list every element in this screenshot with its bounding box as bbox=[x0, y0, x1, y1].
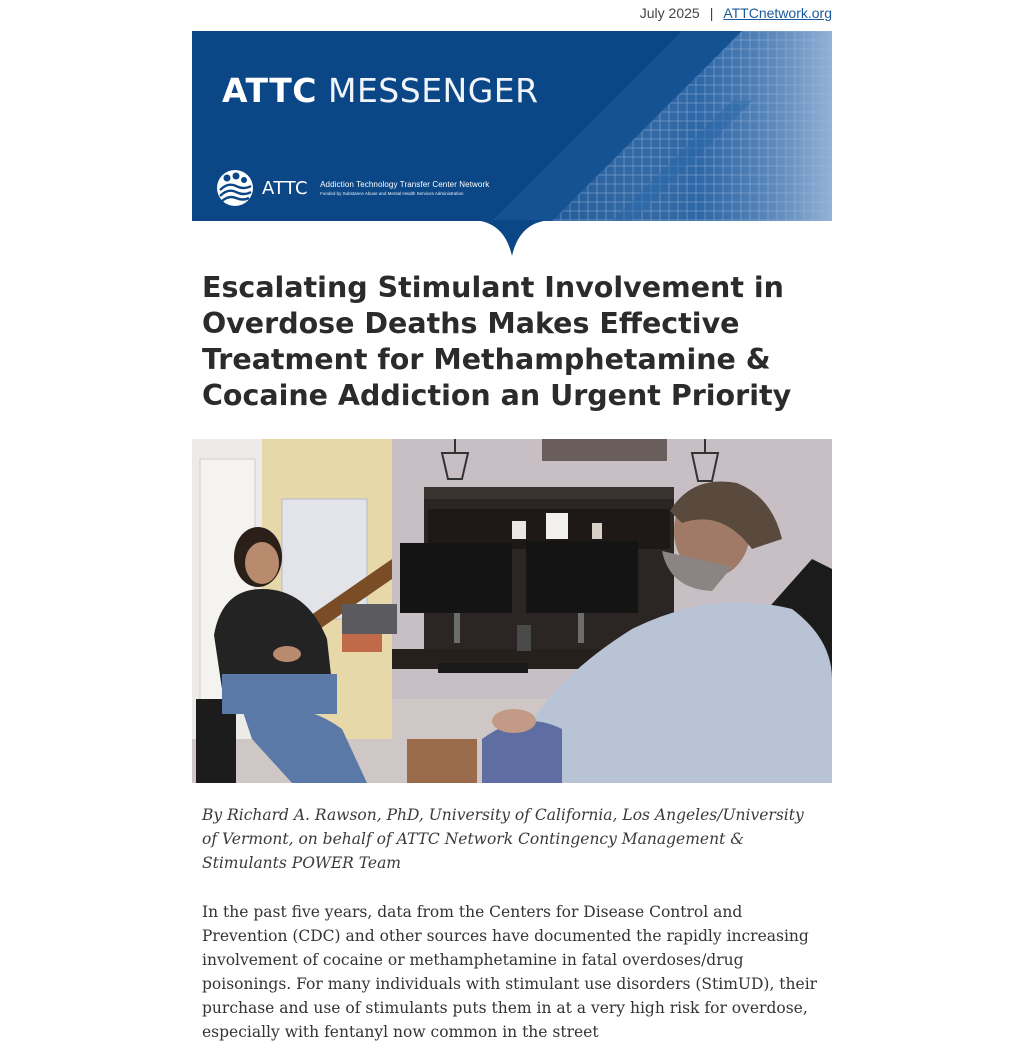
article-title: Escalating Stimulant Involvement in Overdose Deaths Makes Effective Treatment for Methamphetamine & Cocaine Addiction an Urgent Priority bbox=[202, 271, 792, 412]
issue-date: July 2025 bbox=[639, 5, 700, 21]
article-byline: By Richard A. Rawson, PhD, University of California, Los Angeles/University of Vermont, on behalf of ATTC Network Contingency Management & Stimulants POWER Team bbox=[202, 806, 804, 872]
attc-logo bbox=[216, 168, 489, 208]
logo-acronym: ATTC bbox=[262, 177, 309, 199]
counseling-session-illustration bbox=[192, 439, 832, 783]
top-bar bbox=[640, 5, 832, 21]
separator: | bbox=[709, 5, 714, 21]
attc-people-logo-icon bbox=[216, 168, 254, 208]
banner-notch-decoration bbox=[470, 220, 554, 258]
newsletter-banner bbox=[192, 31, 832, 221]
article-paragraph: In the past five years, data from the Centers for Disease Control and Prevention (CDC) and other sources have documented the rapidly increasing involvement of cocaine or methamphetamine in fatal overdoses/drug poisonings. For many individuals with stimulant use disorders (StimUD), their purchase and use of stimulants puts them in at a very high risk for overdose, especially with fentanyl now common in the street bbox=[202, 903, 818, 1041]
banner-title-light: MESSENGER bbox=[327, 71, 539, 110]
logo-funding-line: Funded by Substance Abuse and Mental Health Services Administration bbox=[320, 191, 464, 196]
article-photo bbox=[192, 439, 832, 783]
banner-title-bold: ATTC bbox=[222, 71, 317, 110]
site-link[interactable]: ATTCnetwork.org bbox=[723, 5, 832, 21]
logo-network-name: Addiction Technology Transfer Center Network bbox=[320, 180, 490, 189]
banner-title bbox=[222, 71, 539, 110]
